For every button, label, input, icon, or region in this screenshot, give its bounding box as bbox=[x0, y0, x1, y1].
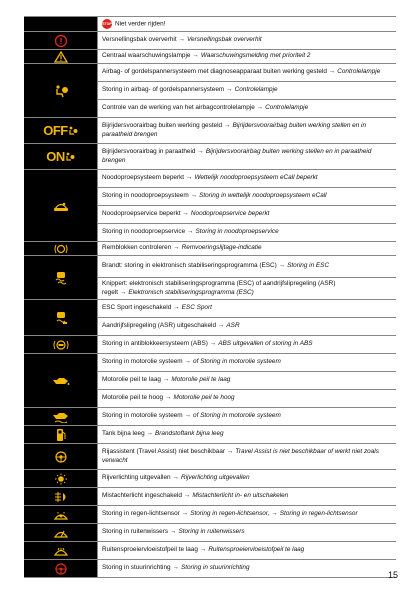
table-row bbox=[97, 118, 396, 143]
table-row bbox=[97, 444, 396, 469]
table-row-group bbox=[24, 470, 396, 488]
table-row bbox=[97, 50, 396, 63]
arrow-icon: → bbox=[173, 244, 180, 252]
icon-cell bbox=[24, 144, 97, 169]
row-description: ESC Sport ingeschakeld bbox=[102, 304, 172, 312]
arrow-icon: → bbox=[120, 288, 127, 296]
arrow-icon: → bbox=[162, 376, 170, 384]
cross-reference-link[interactable]: ABS uitgevallen of storing in ABS bbox=[218, 340, 313, 348]
icon-cell bbox=[24, 488, 97, 505]
row-description: Knippert: elektronisch stabiliseringsprogramma (ESC) of aandrijfslipregeling (ASR) regelt bbox=[102, 280, 336, 296]
icon-cell bbox=[24, 542, 97, 559]
table-row bbox=[97, 318, 396, 335]
warning-lights-table bbox=[24, 16, 396, 578]
arrow-icon: → bbox=[199, 546, 207, 554]
arrow-icon: → bbox=[187, 228, 194, 236]
brake-pad-wear-icon bbox=[54, 243, 68, 255]
arrow-icon: → bbox=[192, 52, 199, 60]
table-row bbox=[97, 560, 396, 577]
table-row bbox=[97, 256, 396, 278]
cross-reference-link[interactable]: Controlelampje bbox=[337, 68, 381, 76]
travel-assist-icon bbox=[53, 450, 69, 464]
cross-reference-link[interactable]: Wettelijk noodoproepsysteem eCall beperkt bbox=[194, 174, 318, 182]
arrow-icon: → bbox=[256, 104, 264, 112]
passenger-airbag-off-icon bbox=[43, 123, 78, 138]
icon-cell bbox=[24, 560, 97, 577]
arrow-icon: → bbox=[278, 262, 286, 270]
table-row bbox=[97, 524, 396, 541]
arrow-icon: → bbox=[173, 304, 180, 312]
arrow-icon: → bbox=[182, 210, 189, 218]
row-description: Storing in noodoproepservice bbox=[102, 228, 186, 236]
table-row bbox=[97, 170, 396, 188]
warning-circle-red-icon bbox=[54, 34, 68, 48]
row-description: Aandrijfslipregeling (ASR) uitgeschakeld bbox=[102, 322, 217, 330]
arrow-icon: → bbox=[190, 192, 198, 200]
table-row-group bbox=[24, 170, 396, 242]
fuel-pump-icon bbox=[55, 428, 67, 442]
cross-reference-link[interactable]: Storing in regen-lichtsensor, bbox=[190, 510, 270, 518]
arrow-icon: → bbox=[181, 510, 189, 518]
cross-reference-link[interactable]: of Storing in motorolie systeem bbox=[193, 358, 281, 366]
row-description: Bijrijdersvoorairbag in paraatheid bbox=[102, 148, 196, 156]
fog-light-icon bbox=[53, 491, 69, 503]
table-row-group bbox=[24, 560, 396, 578]
icon-cell bbox=[24, 118, 97, 143]
cross-reference-link[interactable]: Elektronisch stabiliseringsprogramma (ESC) bbox=[128, 288, 254, 296]
table-row bbox=[97, 224, 396, 241]
passenger-airbag-on-icon bbox=[46, 149, 75, 164]
arrow-icon: → bbox=[271, 510, 278, 518]
cross-reference-link[interactable]: Storing in wettelijk noodoproepsysteem eCall bbox=[199, 192, 327, 200]
warning-triangle-icon bbox=[54, 51, 68, 63]
cross-reference-link[interactable]: Storing in ESC bbox=[287, 262, 330, 270]
icon-cell bbox=[24, 300, 97, 335]
table-row-group bbox=[24, 256, 396, 300]
row-description: Storing in antiblokkeersysteem (ABS) bbox=[102, 340, 208, 348]
row-description: Storing in motorolie systeem bbox=[102, 412, 183, 420]
table-row-group bbox=[24, 524, 396, 542]
row-description: Rijassistent (Travel Assist) niet beschikbaar bbox=[102, 448, 226, 456]
row-description: Motorolie peil te hoog bbox=[102, 394, 164, 402]
icon-cell bbox=[24, 256, 97, 299]
arrow-icon: → bbox=[227, 448, 234, 456]
cross-reference-link[interactable]: Bijrijdersvoorairbag buiten werking stellen en in paraatheid brengen bbox=[102, 148, 372, 164]
row-description: Rijverlichting uitgevallen bbox=[102, 474, 171, 482]
table-row bbox=[97, 188, 396, 206]
cross-reference-link[interactable]: ASR bbox=[226, 322, 240, 330]
icon-cell bbox=[24, 408, 97, 425]
table-row bbox=[97, 64, 396, 82]
row-description: Tank bijna leeg bbox=[102, 430, 145, 438]
table-row bbox=[97, 242, 396, 255]
table-row-group bbox=[24, 408, 396, 426]
row-description: Storing in noodoproepsysteem bbox=[102, 192, 189, 200]
row-description: Ruitensproeiervloeistofpeil te laag bbox=[102, 546, 198, 554]
table-row bbox=[97, 354, 396, 372]
icon-cell bbox=[24, 336, 97, 353]
table-row-group bbox=[24, 300, 396, 336]
cross-reference-link[interactable]: Brandstoftank bijna leeg bbox=[155, 430, 224, 438]
cross-reference-link[interactable]: Ruitensproeiervloeistofpeil te laag bbox=[208, 546, 305, 554]
stop-icon: STOP bbox=[102, 19, 112, 29]
row-description: Centraal waarschuwingslampje bbox=[102, 52, 191, 60]
cross-reference-link[interactable]: Rijverlichting uitgevallen bbox=[180, 474, 250, 482]
icon-cell bbox=[24, 64, 97, 117]
table-row bbox=[97, 426, 396, 443]
table-header-row bbox=[24, 17, 396, 32]
arrow-icon: → bbox=[328, 68, 336, 76]
icon-label: ON bbox=[46, 149, 65, 164]
arrow-icon: → bbox=[165, 394, 172, 402]
table-row bbox=[97, 372, 396, 390]
cross-reference-link[interactable]: Waarschuwingsmelding met prioriteit 2 bbox=[200, 52, 311, 60]
row-description: Controle van de werking van het airbagcontrolelampje bbox=[102, 104, 255, 112]
wiper-icon bbox=[53, 527, 69, 539]
table-row bbox=[97, 100, 396, 117]
table-row-group bbox=[24, 118, 396, 144]
arrow-icon: → bbox=[186, 174, 193, 182]
table-row-group bbox=[24, 354, 396, 408]
header-note-text: Niet verder rijden! bbox=[115, 20, 166, 28]
header-icon-cell bbox=[24, 17, 97, 31]
icon-cell bbox=[24, 50, 97, 63]
table-row bbox=[97, 206, 396, 224]
table-row bbox=[97, 82, 396, 100]
table-row-group bbox=[24, 32, 396, 50]
table-row bbox=[97, 488, 396, 505]
cross-reference-link[interactable]: Versnellingsbak oververhit bbox=[187, 36, 262, 44]
table-row bbox=[97, 144, 396, 169]
arrow-icon: → bbox=[218, 322, 225, 330]
rain-light-sensor-icon bbox=[53, 509, 69, 521]
arrow-icon: → bbox=[184, 412, 192, 420]
arrow-icon: → bbox=[209, 340, 217, 348]
cross-reference-link[interactable]: Bijrijdersvoorairbag buiten werking stellen en in paraatheid brengen bbox=[102, 122, 367, 138]
icon-cell bbox=[24, 32, 97, 49]
daytime-light-icon bbox=[53, 473, 69, 485]
row-description: Remblokken controleren bbox=[102, 244, 172, 252]
table-row-group bbox=[24, 542, 396, 560]
row-description: Brandt: storing in elektronisch stabiliseringsprogramma (ESC) bbox=[102, 262, 277, 270]
icon-cell bbox=[24, 444, 97, 469]
arrow-icon: → bbox=[184, 358, 192, 366]
row-description: Noodoproepservice beperkt bbox=[102, 210, 181, 218]
arrow-icon: → bbox=[197, 148, 204, 156]
table-row-group bbox=[24, 426, 396, 444]
cross-reference-link[interactable]: Remvoeringslijtage-indicatie bbox=[181, 244, 262, 252]
cross-reference-link[interactable]: of Storing in motorolie systeem bbox=[193, 412, 281, 420]
row-description: Versnellingsbak oververhit bbox=[102, 36, 177, 44]
steering-wheel-warning-icon bbox=[54, 562, 68, 576]
engine-oil-icon bbox=[52, 376, 70, 386]
row-description: Bijrijdersvoorairbag buiten werking gesteld bbox=[102, 122, 223, 130]
table-row bbox=[97, 390, 396, 407]
header-note bbox=[97, 17, 396, 31]
arrow-icon: → bbox=[172, 474, 179, 482]
esc-sport-icon bbox=[54, 311, 68, 325]
row-description: Storing in airbag- of gordelspannersysteem bbox=[102, 86, 225, 94]
row-description: Airbag- of gordelspannersysteem met diagnoseapparaat buiten werking gesteld bbox=[102, 68, 327, 76]
cross-reference-link[interactable]: Storing in stuurinrichting bbox=[180, 564, 250, 572]
row-description: Storing in regen-lichtsensor bbox=[102, 510, 180, 518]
table-row bbox=[97, 278, 396, 299]
arrow-icon: → bbox=[224, 122, 231, 130]
page-number: 15 bbox=[387, 570, 398, 580]
cross-reference-link[interactable]: Controlelampje bbox=[265, 104, 309, 112]
table-row bbox=[97, 470, 396, 487]
table-row-group bbox=[24, 242, 396, 256]
airbag-seat-icon bbox=[53, 84, 69, 98]
cross-reference-link[interactable]: Motorolie peil te laag bbox=[171, 376, 231, 384]
row-description: Noodoproepsysteem beperkt bbox=[102, 174, 185, 182]
row-description: Storing in motorolie systeem bbox=[102, 358, 183, 366]
table-row bbox=[97, 408, 396, 425]
icon-cell bbox=[24, 354, 97, 407]
cross-reference-link[interactable]: Storing in noodoproepservice bbox=[195, 228, 279, 236]
arrow-icon: → bbox=[178, 36, 185, 44]
arrow-icon: → bbox=[226, 86, 233, 94]
cross-reference-link[interactable]: Mistachterlicht in- en uitschakelen bbox=[192, 492, 289, 500]
icon-cell bbox=[24, 524, 97, 541]
row-description: Storing in ruitenwissers bbox=[102, 528, 169, 536]
sos-emergency-call-icon bbox=[52, 200, 70, 212]
icon-label: OFF bbox=[43, 123, 68, 138]
cross-reference-link[interactable]: Storing in regen-lichtsensor bbox=[279, 510, 358, 518]
row-description: Motorolie peil te laag bbox=[102, 376, 161, 384]
table-row-group bbox=[24, 336, 396, 354]
cross-reference-link[interactable]: Noodoproepservice beperkt bbox=[190, 210, 270, 218]
washer-fluid-icon bbox=[53, 545, 69, 557]
cross-reference-link[interactable]: Travel Assist is niet beschikbaar of werkt niet zoals verwacht bbox=[102, 448, 379, 464]
table-row bbox=[97, 542, 396, 559]
oil-sensor-icon bbox=[52, 411, 70, 423]
table-row bbox=[97, 506, 396, 523]
icon-cell bbox=[24, 506, 97, 523]
table-row-group bbox=[24, 506, 396, 524]
icon-cell bbox=[24, 426, 97, 443]
row-description: Storing in stuurinrichting bbox=[102, 564, 171, 572]
table-row bbox=[97, 32, 396, 49]
cross-reference-link[interactable]: Motorolie peil te hoog bbox=[173, 394, 235, 402]
table-row-group bbox=[24, 488, 396, 506]
icon-cell bbox=[24, 170, 97, 241]
arrow-icon: → bbox=[146, 430, 154, 438]
arrow-icon: → bbox=[183, 492, 191, 500]
cross-reference-link[interactable]: Storing in ruitenwissers bbox=[178, 528, 245, 536]
cross-reference-link[interactable]: ESC Sport bbox=[181, 304, 212, 312]
esc-skid-icon bbox=[54, 271, 68, 285]
icon-cell bbox=[24, 242, 97, 255]
cross-reference-link[interactable]: Controlelampje bbox=[234, 86, 278, 94]
table-row bbox=[97, 336, 396, 353]
table-row-group bbox=[24, 64, 396, 118]
table-row-group bbox=[24, 50, 396, 64]
table-row-group bbox=[24, 144, 396, 170]
table-row bbox=[97, 300, 396, 318]
arrow-icon: → bbox=[170, 528, 177, 536]
abs-icon bbox=[53, 339, 69, 351]
icon-cell bbox=[24, 470, 97, 487]
arrow-icon: → bbox=[172, 564, 179, 572]
table-row-group bbox=[24, 444, 396, 470]
row-description: Mistachterlicht ingeschakeld bbox=[102, 492, 182, 500]
